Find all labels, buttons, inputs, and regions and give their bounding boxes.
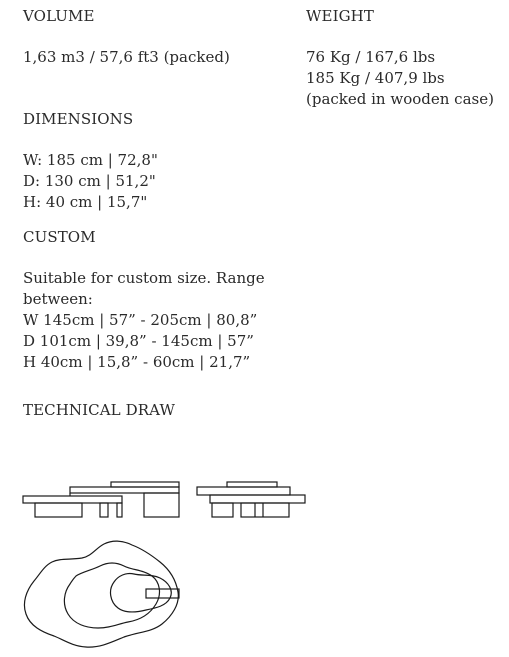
weight-heading: WEIGHT [306,7,374,25]
dimension-depth: D: 130 cm | 51,2" [23,172,156,190]
custom-heading: CUSTOM [23,228,96,246]
dimensions-heading: DIMENSIONS [23,110,134,128]
custom-range-width: W 145cm | 57” - 205cm | 80,8” [23,311,258,329]
custom-line-1: Suitable for custom size. Range [23,269,265,287]
weight-line-3: (packed in wooden case) [306,90,494,108]
dimension-width: W: 185 cm | 72,8" [23,151,158,169]
custom-range-depth: D 101cm | 39,8” - 145cm | 57” [23,332,254,350]
weight-line-2: 185 Kg / 407,9 lbs [306,69,445,87]
custom-range-height: H 40cm | 15,8” - 60cm | 21,7” [23,353,251,371]
volume-value: 1,63 m3 / 57,6 ft3 (packed) [23,48,230,66]
technical-draw-heading: TECHNICAL DRAW [23,401,175,419]
side-elevation-drawing [197,482,305,517]
custom-line-2: between: [23,290,93,308]
plan-view-drawing [24,541,179,647]
dimension-height: H: 40 cm | 15,7" [23,193,148,211]
weight-line-1: 76 Kg / 167,6 lbs [306,48,436,66]
volume-heading: VOLUME [23,7,95,25]
front-elevation-drawing [23,482,179,517]
